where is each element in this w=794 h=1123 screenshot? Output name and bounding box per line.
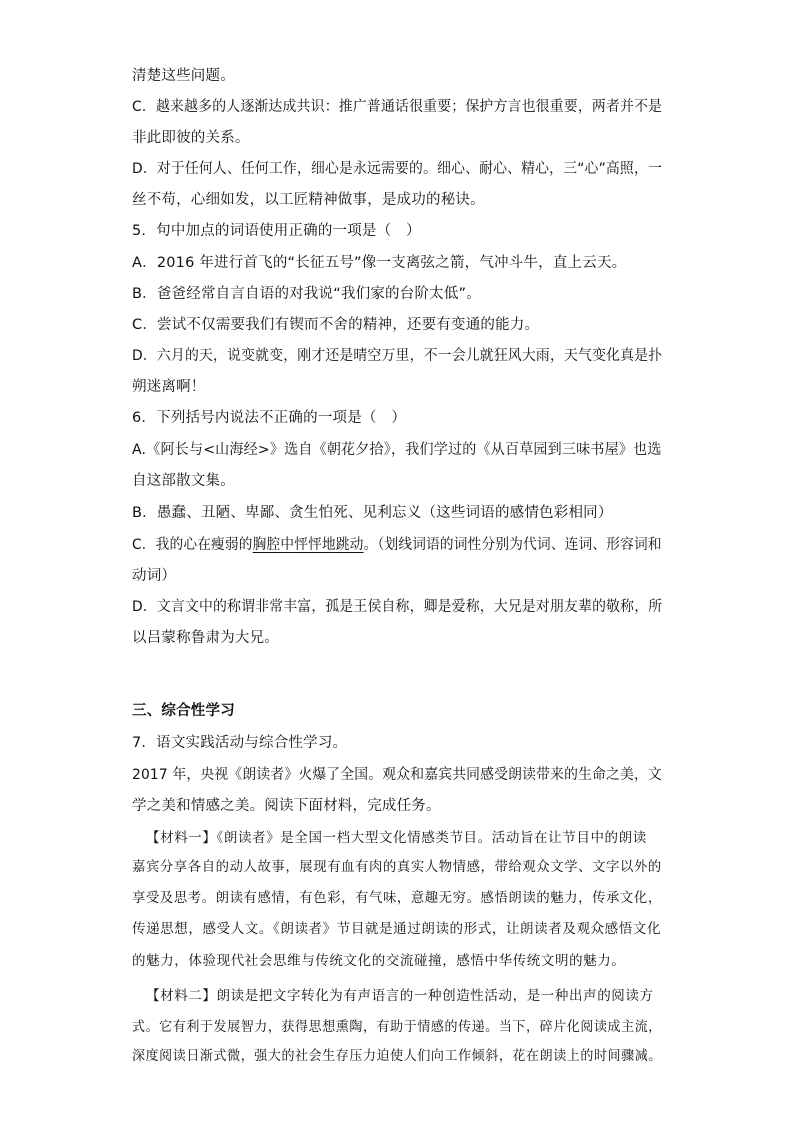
material-2-line: 深度阅读日渐式微，强大的社会生存压力迫使人们向工作倾斜，花在朗读上的时间骤减。 <box>132 1048 662 1064</box>
option-d: D．对于任何人、任何工作，细心是永远需要的。细心、耐心、精心，三“心”高照，一 <box>132 161 662 177</box>
underlined-word: 中 <box>280 537 295 553</box>
text-line: 丝不苟，心细如发，以工匠精神做事，是成功的秘诀。 <box>132 192 485 208</box>
intro-line: 2017 年，央视《朗读者》火爆了全国。观众和嘉宾共同感受朗读带来的生命之美，文 <box>132 767 663 783</box>
text-line: 朔迷离啊！ <box>132 379 206 395</box>
text-line: 动词） <box>132 568 177 584</box>
option-a: A.《阿长与<山海经>》选自《朝花夕拾》，我们学过的《从百草园到三味书屋》也选 <box>132 442 662 458</box>
material-1-line: 的魅力，体验现代社会思维与传统文化的交流碰撞，感悟中华传统文明的魅力。 <box>132 953 626 969</box>
text-line: 以吕蒙称鲁肃为大兄。 <box>132 630 279 646</box>
option-d: D．六月的天，说变就变，刚才还是晴空万里，不一会儿就狂风大雨，天气变化真是扑 <box>132 348 663 364</box>
text-fragment: 。（划线词语的词性分别为代词、连词、形容词和 <box>363 537 662 553</box>
option-d: D．文言文中的称谓非常丰富，孤是王侯自称，卿是爱称，大兄是对朋友辈的敬称，所 <box>132 599 663 615</box>
question-6: 6．下列括号内说法不正确的一项是（ ） <box>132 410 407 426</box>
underlined-word: 胸腔 <box>252 537 281 553</box>
material-1-line: 【材料一】《朗读者》是全国一档大型文化情感类节目。活动旨在让节目中的朗读 <box>146 830 647 846</box>
section-heading: 三、综合性学习 <box>132 703 235 719</box>
underlined-word: 怦怦地 <box>294 537 336 553</box>
question-7: 7．语文实践活动与综合性学习。 <box>132 735 348 751</box>
option-a: A．2016 年进行首飞的“长征五号”像一支离弦之箭，气冲斗牛，直上云天。 <box>132 255 627 271</box>
option-b: B．愚蠢、丑陋、卑鄙、贪生怕死、见利忘义（这些词语的感情色彩相同） <box>132 505 613 521</box>
text-line: 清楚这些问题。 <box>132 68 235 84</box>
text-line: 非此即彼的关系。 <box>132 130 250 146</box>
material-2-line: 【材料二】朗读是把文字转化为有声语言的一种创造性活动，是一种出声的阅读方 <box>146 988 654 1004</box>
underlined-word: 跳动 <box>335 537 364 553</box>
option-b: B．爸爸经常自言自语的对我说“我们家的台阶太低”。 <box>132 286 481 302</box>
question-5: 5．句中加点的词语使用正确的一项是（ ） <box>132 223 421 239</box>
option-c <box>132 535 662 555</box>
intro-line: 学之美和情感之美。阅读下面材料，完成任务。 <box>132 798 441 814</box>
material-1-line: 嘉宾分享各自的动人故事，展现有血有肉的真实人物情感，带给观众文学、文字以外的 <box>132 859 662 875</box>
text-line: 自这部散文集。 <box>132 473 235 489</box>
text-fragment: C．我的心在瘦弱的 <box>132 537 253 553</box>
material-1-line: 传递思想，感受人文。《朗读者》节目就是通过朗读的形式，让朗读者及观众感悟文化 <box>132 921 662 937</box>
material-2-line: 式。它有利于发展智力，获得思想熏陶，有助于情感的传递。当下，碎片化阅读成主流， <box>132 1019 662 1035</box>
material-1-line: 享受及思考。朗读有感情，有色彩，有气味，意趣无穷。感悟朗读的魅力，传承文化， <box>132 890 662 906</box>
option-c: C．越来越多的人逐渐达成共识：推广普通话很重要；保护方言也很重要，两者并不是 <box>132 99 663 115</box>
option-c: C．尝试不仅需要我们有锲而不舍的精神，还要有变通的能力。 <box>132 317 540 333</box>
